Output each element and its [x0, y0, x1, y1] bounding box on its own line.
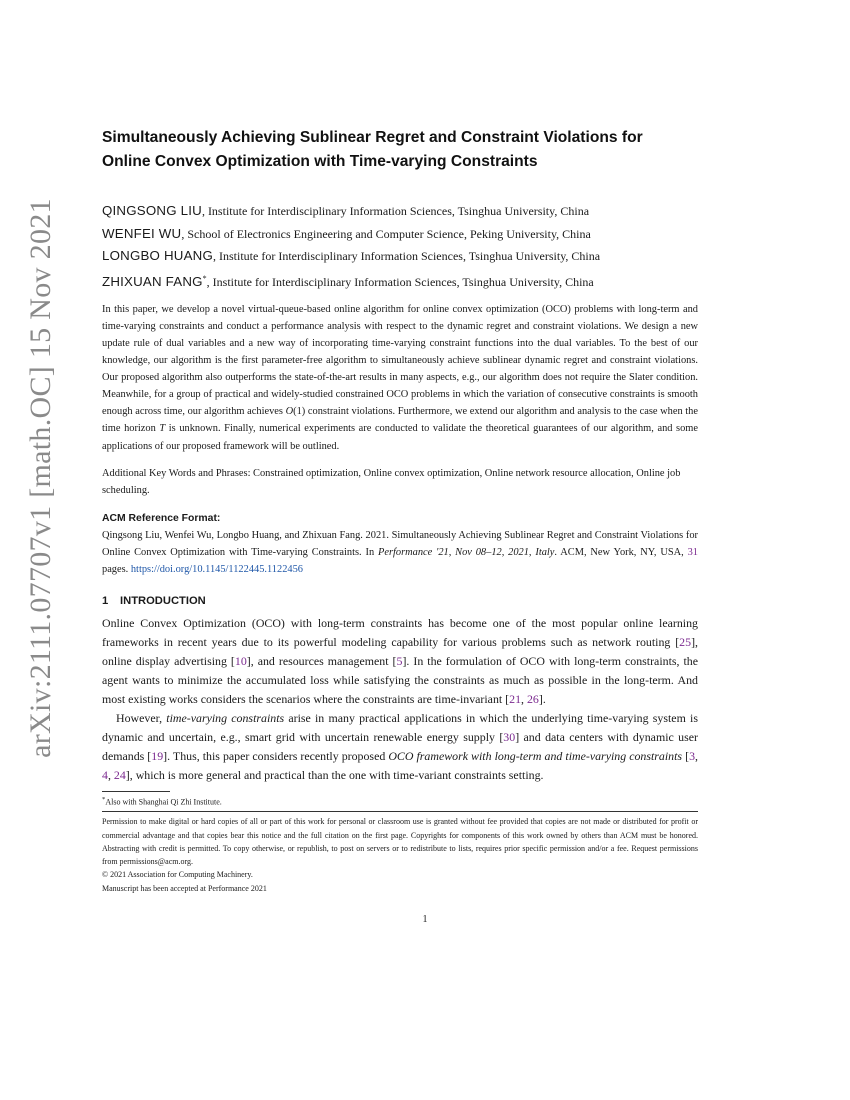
manuscript-note: Manuscript has been accepted at Performance 2021 [102, 883, 267, 893]
author-name: QINGSONG LIU [102, 203, 202, 218]
paragraph-text: ] and data centers with dynamic user demands [ [102, 729, 698, 763]
keywords: Additional Key Words and Phrases: Constrained optimization, Online convex optimization, Online network resource allocation, Online job scheduling. [102, 468, 681, 497]
citation-link[interactable]: 30 [503, 729, 516, 744]
author-affiliation: , School of Electronics Engineering and Computer Science, Peking University, China [181, 226, 591, 241]
paragraph-text: ], and resources management [ [246, 653, 397, 668]
title-line-1: Simultaneously Achieving Sublinear Regret and Constraint Violations for [102, 129, 643, 146]
arxiv-stamp [16, 198, 66, 758]
page-count-link[interactable]: 31 [687, 546, 698, 558]
paragraph-text: Online Convex Optimization (OCO) with long-term constraints has become one of the most popular online learning frameworks in recent years due to its powerful modeling capability for various problems such as network routing [ [102, 615, 698, 649]
reference-text: . ACM, New York, NY, USA, [554, 546, 688, 558]
footnote [102, 794, 698, 808]
citation-link[interactable]: 24 [113, 767, 126, 782]
author-entry [102, 245, 698, 268]
author-affiliation: , Institute for Interdisciplinary Information Sciences, Tsinghua University, China [201, 204, 590, 218]
section-title: INTRODUCTION [120, 594, 206, 607]
math-symbol: O [285, 406, 294, 418]
author-affiliation: , Institute for Interdisciplinary Information Sciences, Tsinghua University, China [213, 249, 601, 264]
author-affiliation: , Institute for Interdisciplinary Information Sciences, Tsinghua University, China [206, 275, 594, 290]
author-name: ZHIXUAN FANG [102, 274, 203, 290]
reference-venue: Performance '21, Nov 08–12, 2021, Italy [378, 546, 555, 558]
emphasis-text: OCO framework with long-term and time-varying constraints [388, 748, 683, 763]
citation-link[interactable]: 5 [396, 653, 403, 668]
abstract-text: constraint violations. Furthermore, we extend our algorithm and analysis to the case when the time horizon [102, 406, 698, 435]
intro-paragraph [102, 614, 698, 709]
section-number: 1 [102, 594, 109, 607]
acm-reference [102, 527, 698, 578]
paper-first-page [102, 126, 698, 895]
permission-divider [102, 811, 698, 812]
paragraph-text: ]. In the formulation of OCO with long-term constraints, the agent wants to minimize the accumulated loss while satisfying the constraints as much as possible in the long-term. And most existing works considers the scenarios where the constraints are time-invariant [ [102, 653, 699, 706]
citation-link[interactable]: 10 [234, 653, 247, 668]
permission-notice: Permission to make digital or hard copies of all or part of this work for personal or classroom use is granted without fee provided that copies are not made or distributed for profit or commercial advantage and that copies bear this notice and the full citation on the first page. Copyrights for components of this work owned by others than ACM must be honored. Abstracting with credit is permitted. To copy otherwise, or republish, to post on servers or to redistribute to lists, requires prior specific permission and/or a fee. Request permissions from permissions@acm.org. [102, 817, 698, 867]
footnote-text: Also with Shanghai Qi Zhi Institute. [105, 797, 222, 807]
paragraph-text: ]. Thus, this paper considers recently proposed [163, 748, 389, 763]
paragraph-text: , [107, 767, 114, 782]
math-argument: (1) [293, 406, 306, 418]
paragraph-text: ], which is more general and practical than the one with time-variant constraints setting. [125, 767, 544, 782]
emphasis-text: time-varying constraints [166, 710, 285, 725]
footnote-divider [102, 791, 170, 792]
abstract-text: In this paper, we develop a novel virtual-queue-based online algorithm for online convex optimization (OCO) problems with long-term and time-varying constraints and conduct a performance analysis with respect to the dynamic regret and constraint violations. We design a new update rule of dual variables and a new way of incorporating time-varying constraint functions into the dual variables. To the best of our knowledge, our algorithm is the first parameter-free algorithm to simultaneously achieve sublinear dynamic regret and constraint violations. Our proposed algorithm also outperforms the state-of-the-art results in many aspects, e.g., our algorithm does not require the Slater condition. Meanwhile, for a group of practical and widely-studied constrained OCO problems in which the variation of consecutive constraints is smooth enough across time, our algorithm achieves [102, 303, 698, 418]
copyright-line: © 2021 Association for Computing Machinery. [102, 870, 253, 880]
paragraph-text: , [521, 691, 527, 706]
reference-text: pages. [102, 563, 131, 575]
title-line-2: Online Convex Optimization with Time-varying Constraints [102, 153, 538, 170]
citation-link[interactable]: 3 [689, 748, 696, 763]
author-name: WENFEI WU [102, 225, 182, 241]
abstract-text: is unknown. Finally, numerical experiments are conducted to validate the theoretical guarantees of our algorithm, and some applications of our proposed framework will be outlined. [102, 423, 698, 452]
citation-link[interactable]: 21 [509, 691, 522, 706]
paragraph-text: ], online display advertising [ [102, 634, 698, 668]
abstract [102, 301, 698, 455]
doi-link[interactable]: https://doi.org/10.1145/1122445.1122456 [130, 563, 303, 575]
arxiv-identifier: arXiv:2111.07707v1 [math.OC] 15 Nov 2021 [24, 198, 58, 758]
footnote-marker: * [102, 795, 106, 803]
citation-link[interactable]: 25 [679, 634, 692, 649]
author-footnote-marker: * [202, 274, 207, 284]
citation-link[interactable]: 19 [151, 748, 164, 763]
paragraph-text: However, [116, 710, 167, 725]
reference-text: Qingsong Liu, Wenfei Wu, Longbo Huang, and Zhixuan Fang. 2021. Simultaneously Achieving Sublinear Regret and Constraint Violations for Online Convex Optimization with Time-varying Constraints. In [102, 529, 698, 558]
acm-reference-heading: ACM Reference Format: [102, 512, 221, 524]
citation-link[interactable]: 4 [102, 767, 108, 782]
intro-paragraph [102, 709, 698, 785]
paragraph-text: arise in many practical applications in which the underlying time-varying system is dynamic and uncertain, e.g., smart grid with uncertain renewable energy supply [ [102, 710, 698, 744]
paragraph-text: , [695, 748, 699, 763]
paragraph-text: [ [682, 748, 690, 763]
author-entry [102, 200, 698, 223]
citation-link[interactable]: 26 [526, 691, 539, 706]
page-number: 1 [422, 914, 428, 925]
author-name: LONGBO HUANG [102, 248, 214, 264]
author-list [102, 200, 698, 294]
paragraph-text: ]. [538, 691, 546, 706]
section-heading [102, 592, 698, 610]
paper-title [102, 126, 698, 174]
author-entry [102, 268, 698, 294]
author-entry [102, 223, 698, 246]
math-symbol: T [159, 423, 166, 435]
